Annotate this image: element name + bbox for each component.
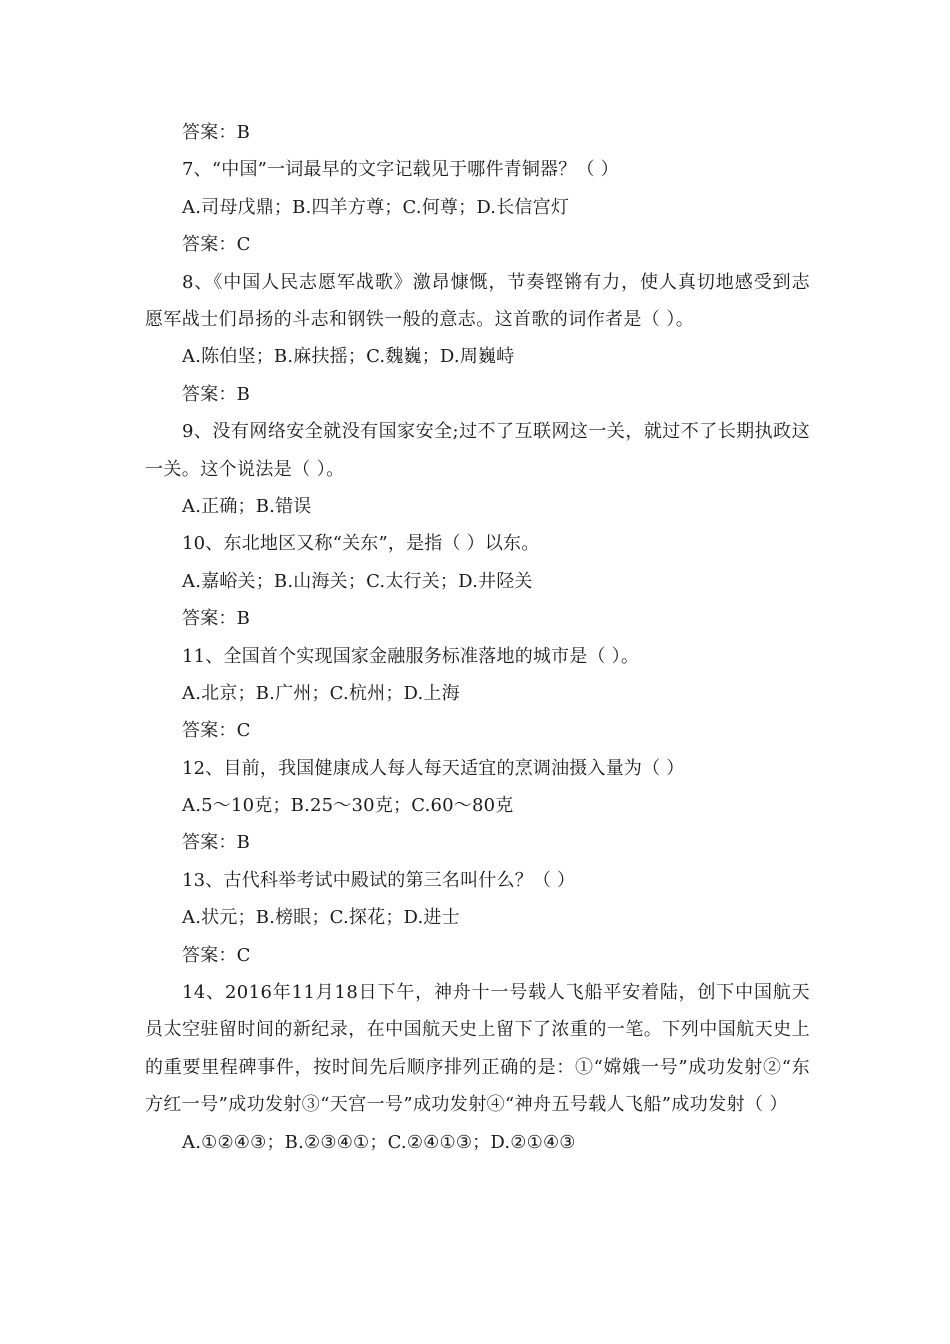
question-10: 10、东北地区又称“关东”，是指（ ）以东。 — [182, 533, 540, 555]
answer-line: 答案：B — [182, 122, 251, 143]
question-list — [145, 114, 810, 1161]
question-8: 8、《中国人民志愿军战歌》激昂慷慨，节奏铿锵有力，使人真切地感受到志愿军战士们昂扬的斗志和钢铁一般的意志。这首歌的词作者是（ ）。 — [145, 271, 810, 330]
answer-10: 答案：B — [182, 608, 251, 630]
question-14: 14、2016年11月18日下午，神舟十一号载人飞船平安着陆，创下中国航天员太空驻留时间的新纪录，在中国航天史上留下了浓重的一笔。下列中国航天史上的重要里程碑事件，按时间先后顺序排列正确的是：①“嫦娥一号”成功发射②“东方红一号”成功发射③“天宫一号”成功发射④“神舟五号载人飞船”成功发射（ ） — [145, 982, 810, 1116]
options-13: A.状元；B.榜眼；C.探花；D.进士 — [182, 907, 460, 929]
answer-12: 答案：B — [182, 832, 251, 854]
question-12: 12、目前，我国健康成人每人每天适宜的烹调油摄入量为（ ） — [182, 757, 685, 779]
question-11: 11、全国首个实现国家金融服务标准落地的城市是（ ）。 — [182, 645, 640, 667]
options-8: A.陈伯坚；B.麻扶摇；C.魏巍；D.周巍峙 — [182, 346, 515, 368]
question-13: 13、古代科举考试中殿试的第三名叫什么？（ ） — [182, 869, 576, 891]
answer-7: 答案：C — [182, 234, 251, 256]
options-9: A.正确；B.错误 — [182, 495, 312, 517]
question-9: 9、没有网络安全就没有国家安全;过不了互联网这一关，就过不了长期执政这一关。这个说法是（ ）。 — [145, 421, 810, 480]
options-11: A.北京；B.广州；C.杭州；D.上海 — [182, 682, 460, 704]
options-12: A.5～10克；B.25～30克；C.60～80克 — [182, 795, 514, 817]
answer-11: 答案：C — [182, 720, 251, 742]
options-14: A.①②④③；B.②③④①；C.②④①③；D.②①④③ — [182, 1131, 576, 1153]
answer-13: 答案：C — [182, 944, 251, 966]
options-10: A.嘉峪关；B.山海关；C.太行关；D.井陉关 — [182, 570, 533, 592]
question-7: 7、“中国”一词最早的文字记载见于哪件青铜器？（ ） — [182, 159, 619, 181]
options-7: A.司母戊鼎；B.四羊方尊；C.何尊；D.长信宫灯 — [182, 196, 570, 218]
answer-8: 答案：B — [182, 383, 251, 405]
